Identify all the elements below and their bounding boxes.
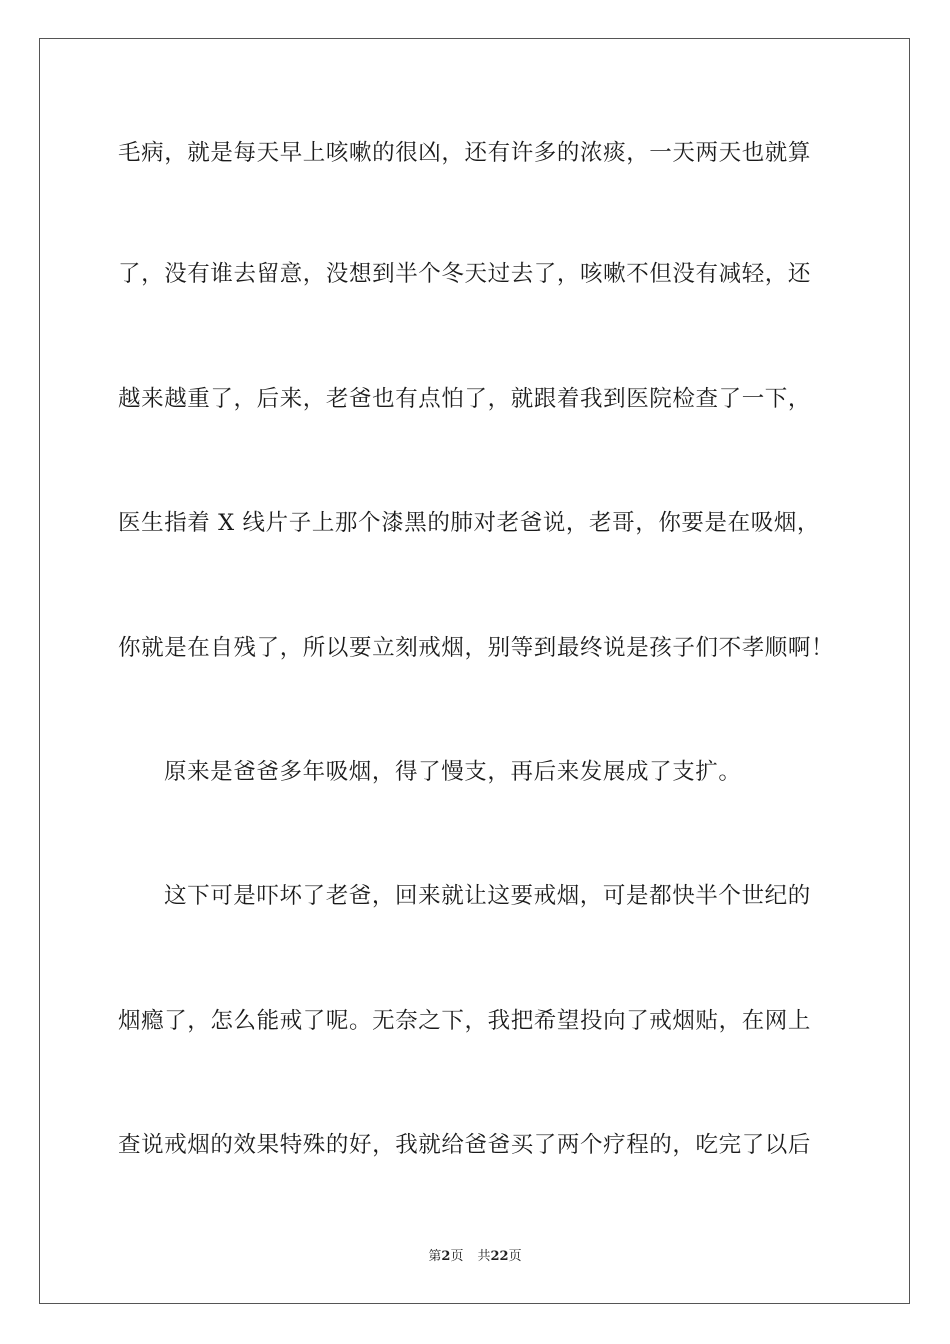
text-line-5: 你就是在自残了，所以要立刻戒烟，别等到最终说是孩子们不孝顺啊！	[118, 635, 835, 661]
text-line-1: 毛病，就是每天早上咳嗽的很凶，还有许多的浓痰，一天两天也就算	[118, 140, 812, 166]
footer-page-number: 2	[441, 1249, 451, 1264]
footer-total-suffix: 页	[508, 1249, 522, 1264]
footer-page-prefix: 第	[428, 1249, 442, 1264]
footer-total-pages: 22	[490, 1249, 509, 1264]
paragraph-start-line-6: 原来是爸爸多年吸烟，得了慢支，再后来发展成了支扩。	[164, 759, 742, 785]
footer-page-suffix: 页	[450, 1249, 464, 1264]
paragraph-start-line-7: 这下可是吓坏了老爸，回来就让这要戒烟，可是都快半个世纪的	[164, 883, 811, 909]
page-border	[39, 38, 910, 1304]
page-footer	[0, 1248, 950, 1266]
footer-total-prefix: 共	[477, 1249, 491, 1264]
text-line-3: 越来越重了，后来，老爸也有点怕了，就跟着我到医院检查了一下，	[118, 386, 812, 412]
text-line-9: 查说戒烟的效果特殊的好，我就给爸爸买了两个疗程的，吃完了以后	[118, 1132, 812, 1158]
text-line-4: 医生指着 X 线片子上那个漆黑的肺对老爸说，老哥，你要是在吸烟，	[118, 510, 821, 536]
text-line-2: 了，没有谁去留意，没想到半个冬天过去了，咳嗽不但没有减轻，还	[118, 261, 812, 287]
text-line-8: 烟瘾了，怎么能戒了呢。无奈之下，我把希望投向了戒烟贴，在网上	[118, 1008, 812, 1034]
